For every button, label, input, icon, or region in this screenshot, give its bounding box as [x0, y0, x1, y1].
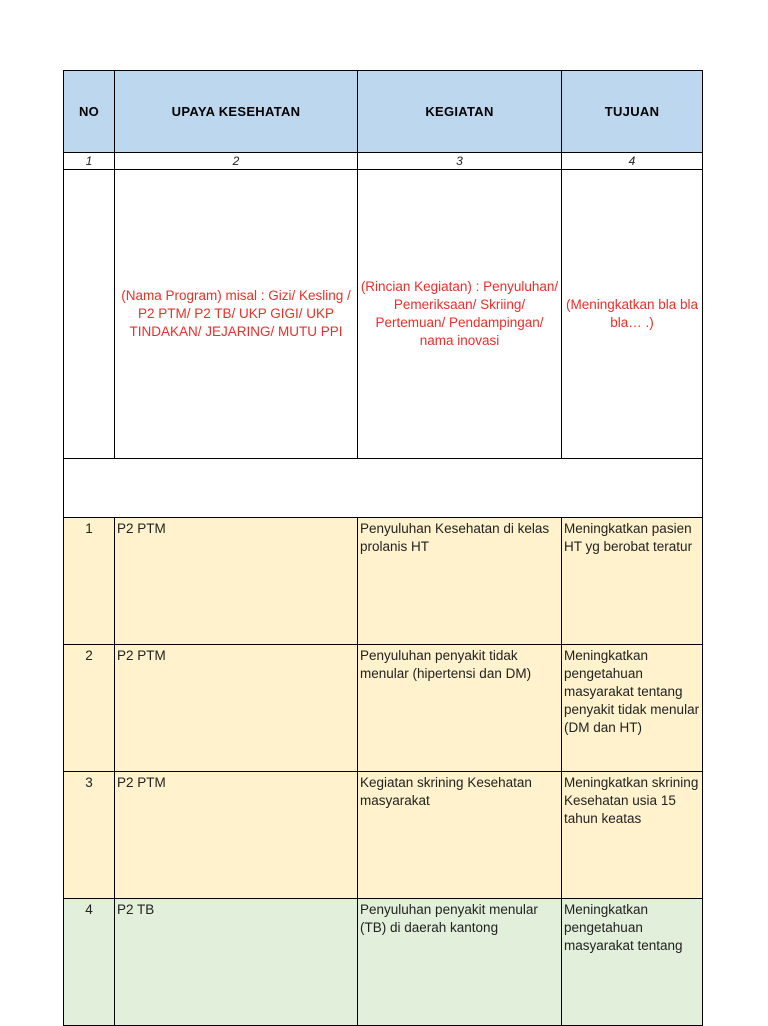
- row-kegiatan: Penyuluhan penyakit menular (TB) di daerah kantong: [358, 899, 562, 1026]
- table-row: [64, 772, 703, 899]
- header-upaya-kesehatan: UPAYA KESEHATAN: [115, 71, 358, 153]
- row-kegiatan: Penyuluhan Kesehatan di kelas prolanis HT: [358, 518, 562, 645]
- table-row: [64, 645, 703, 772]
- table-row: [64, 899, 703, 1026]
- table-row: [64, 518, 703, 645]
- row-kegiatan: Kegiatan skrining Kesehatan masyarakat: [358, 772, 562, 899]
- example-upaya: (Nama Program) misal : Gizi/ Kesling / P2 PTM/ P2 TB/ UKP GIGI/ UKP TINDAKAN/ JEJARING/ MUTU PPI: [115, 170, 358, 459]
- example-kegiatan: (Rincian Kegiatan) : Penyuluhan/ Pemeriksaan/ Skriing/ Pertemuan/ Pendampingan/ nama inovasi: [358, 170, 562, 459]
- row-upaya: P2 TB: [115, 899, 358, 1026]
- row-no: 1: [64, 518, 115, 645]
- spreadsheet-page: [63, 70, 703, 953]
- row-no: 3: [64, 772, 115, 899]
- header-row: [64, 71, 703, 153]
- example-no: [64, 170, 115, 459]
- spacer-row: [64, 459, 703, 518]
- row-tujuan: Meningkatkan pasien HT yg berobat teratur: [562, 518, 703, 645]
- row-tujuan: Meningkatkan skrining Kesehatan usia 15 tahun keatas: [562, 772, 703, 899]
- row-upaya: P2 PTM: [115, 518, 358, 645]
- row-upaya: P2 PTM: [115, 645, 358, 772]
- index-cell: 4: [562, 153, 703, 170]
- column-index-row: [64, 153, 703, 170]
- row-kegiatan: Penyuluhan penyakit tidak menular (hipertensi dan DM): [358, 645, 562, 772]
- row-upaya: P2 PTM: [115, 772, 358, 899]
- spacer-cell: [64, 459, 703, 518]
- header-no: NO: [64, 71, 115, 153]
- row-tujuan: Meningkatkan pengetahuan masyarakat tentang penyakit tidak menular (DM dan HT): [562, 645, 703, 772]
- row-no: 4: [64, 899, 115, 1026]
- row-no: 2: [64, 645, 115, 772]
- example-tujuan: (Meningkatkan bla bla bla… .): [562, 170, 703, 459]
- header-kegiatan: KEGIATAN: [358, 71, 562, 153]
- example-row: [64, 170, 703, 459]
- index-cell: 3: [358, 153, 562, 170]
- index-cell: 2: [115, 153, 358, 170]
- header-tujuan: TUJUAN: [562, 71, 703, 153]
- program-table: [63, 70, 703, 1026]
- row-tujuan: Meningkatkan pengetahuan masyarakat tentang: [562, 899, 703, 1026]
- index-cell: 1: [64, 153, 115, 170]
